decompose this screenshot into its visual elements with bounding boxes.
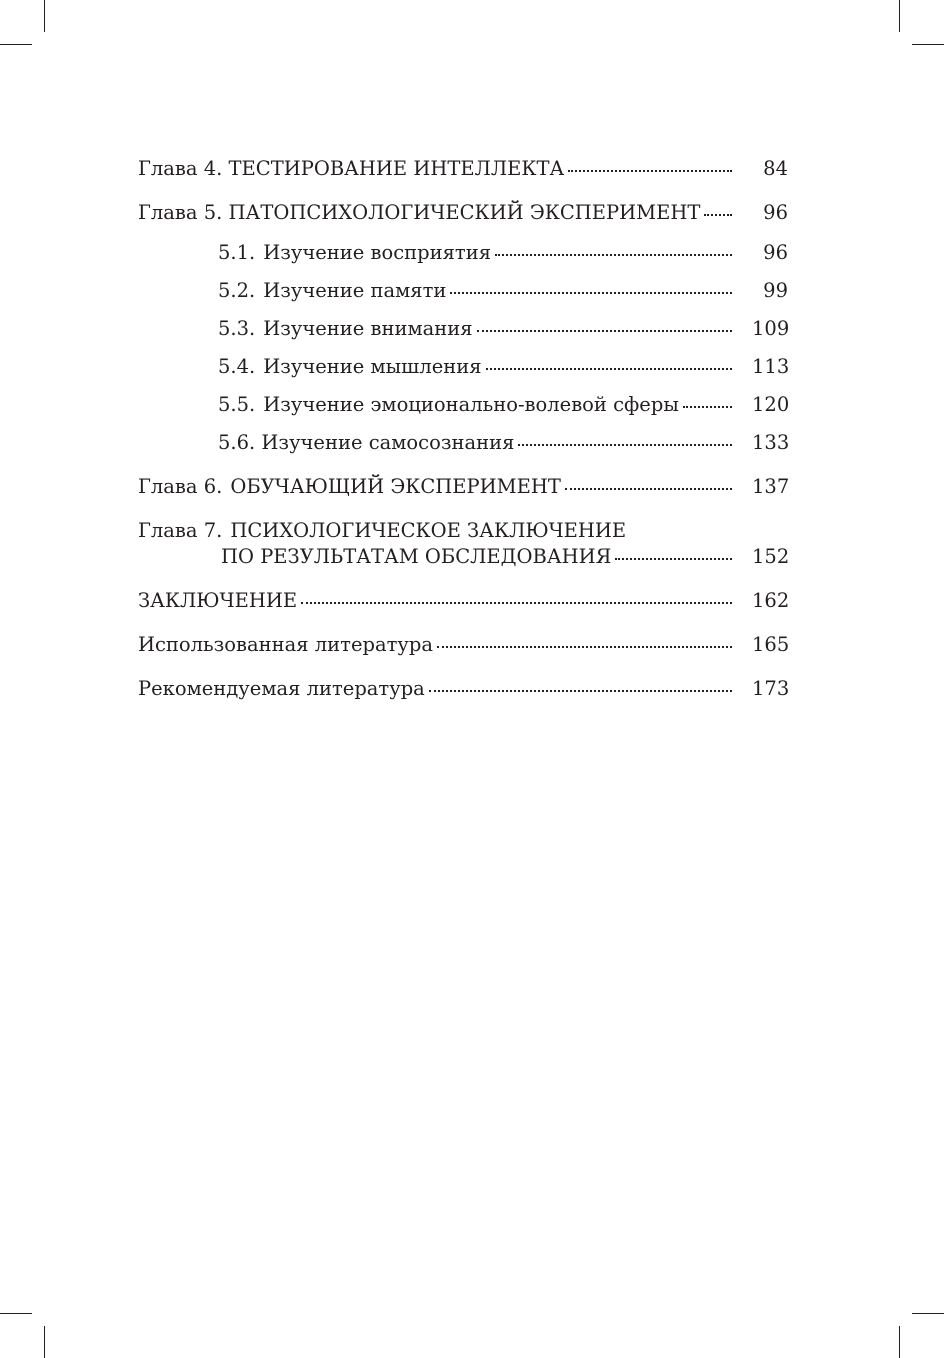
toc-entry-chapter-4[interactable]	[138, 156, 788, 182]
dot-leader	[429, 690, 732, 692]
dot-leader	[437, 646, 732, 648]
chapter-title: ТЕСТИРОВАНИЕ ИНТЕЛЛЕКТА	[228, 157, 565, 180]
section-number: 5.5.	[218, 393, 256, 416]
table-of-contents	[138, 156, 788, 702]
toc-entry-conclusion[interactable]	[138, 588, 788, 614]
toc-entry-title	[218, 278, 446, 304]
toc-entry-section-5-5[interactable]	[138, 392, 788, 418]
toc-entry-lead	[218, 240, 732, 266]
page-number: 96	[763, 201, 788, 224]
crop-mark-top-left-horizontal	[0, 44, 32, 45]
section-number: 5.2.	[218, 279, 256, 302]
toc-entry-title	[138, 156, 564, 182]
page-number: 120	[752, 393, 790, 416]
dot-leader	[704, 214, 732, 216]
section-title: Изучение самосознания	[261, 431, 515, 454]
chapter-title: ОБУЧАЮЩИЙ ЭКСПЕРИМЕНТ	[230, 475, 561, 498]
chapter-title: ПАТОПСИХОЛОГИЧЕСКИЙ ЭКСПЕРИМЕНТ	[228, 201, 701, 224]
chapter-title-line-1: ПСИХОЛОГИЧЕСКОЕ ЗАКЛЮЧЕНИЕ	[230, 519, 627, 542]
toc-entry-title	[218, 354, 482, 380]
page-number: 152	[752, 545, 790, 568]
toc-entry-chapter-6[interactable]	[138, 474, 788, 500]
page-number: 109	[752, 317, 790, 340]
section-title: Изучение эмоционально-волевой сферы	[263, 393, 679, 416]
toc-entry-lead	[221, 544, 732, 570]
section-title: Изучение восприятия	[263, 241, 492, 264]
page-number: 96	[763, 241, 788, 264]
crop-mark-top-right-vertical	[899, 0, 900, 32]
toc-entry-lead	[138, 588, 732, 614]
section-number: 5.3.	[218, 317, 256, 340]
toc-entry-title: Использованная литература	[138, 633, 433, 656]
toc-entry-lead	[138, 200, 732, 226]
chapter-7-second-line	[138, 544, 788, 570]
section-number: 5.4.	[218, 355, 256, 378]
dot-leader	[301, 602, 732, 604]
chapter-label: Глава 6.	[138, 475, 223, 498]
page-number: 173	[752, 677, 790, 700]
section-number: 5.1.	[218, 241, 256, 264]
toc-entry-title	[138, 474, 561, 500]
toc-entry-chapter-7[interactable]	[138, 518, 788, 570]
chapter-label: Глава 4.	[138, 157, 223, 180]
toc-entry-section-5-4[interactable]	[138, 354, 788, 380]
toc-entry-section-5-3[interactable]	[138, 316, 788, 342]
dot-leader	[615, 558, 732, 560]
dot-leader	[683, 406, 732, 408]
toc-entry-title: ЗАКЛЮЧЕНИЕ	[138, 589, 298, 612]
dot-leader	[568, 170, 732, 172]
section-number: 5.6.	[218, 431, 256, 454]
crop-mark-bottom-left-vertical	[44, 1326, 45, 1358]
toc-entry-title	[218, 240, 491, 266]
dot-leader	[450, 292, 732, 294]
chapter-label: Глава 7.	[138, 519, 223, 542]
toc-entry-lead	[218, 430, 732, 456]
toc-entry-lead	[138, 676, 732, 702]
chapter-label: Глава 5.	[138, 201, 223, 224]
toc-entry-section-5-6[interactable]	[138, 430, 788, 456]
page-number: 137	[752, 475, 790, 498]
toc-entry-lead	[138, 474, 732, 500]
chapter-title-line-2: ПО РЕЗУЛЬТАТАМ ОБСЛЕДОВАНИЯ	[221, 545, 612, 568]
crop-mark-bottom-left-horizontal	[0, 1313, 32, 1314]
dot-leader	[477, 330, 732, 332]
page-number: 99	[763, 279, 788, 302]
dot-leader	[565, 488, 732, 490]
toc-entry-lead	[218, 354, 732, 380]
crop-mark-top-left-vertical	[44, 0, 45, 32]
toc-entry-chapter-5[interactable]	[138, 200, 788, 226]
toc-entry-title	[138, 200, 700, 226]
toc-entry-title	[218, 392, 679, 418]
crop-mark-bottom-right-horizontal	[912, 1313, 944, 1314]
toc-entry-lead	[218, 278, 732, 304]
section-title: Изучение внимания	[263, 317, 473, 340]
toc-entry-title: Рекомендуемая литература	[138, 677, 425, 700]
toc-entry-title	[218, 430, 514, 456]
dot-leader	[518, 444, 732, 446]
toc-entry-section-5-2[interactable]	[138, 278, 788, 304]
toc-entry-lead	[218, 392, 732, 418]
page-number: 113	[752, 355, 790, 378]
crop-mark-top-right-horizontal	[912, 44, 944, 45]
page-number: 133	[752, 431, 790, 454]
chapter-7-first-line	[138, 518, 788, 544]
section-title: Изучение памяти	[263, 279, 447, 302]
toc-entry-lead	[218, 316, 732, 342]
dot-leader	[495, 254, 732, 256]
toc-entry-section-5-1[interactable]	[138, 240, 788, 266]
page-number: 162	[752, 589, 790, 612]
crop-mark-bottom-right-vertical	[899, 1326, 900, 1358]
toc-entry-lead	[138, 156, 732, 182]
page-number: 165	[752, 633, 790, 656]
toc-entry-used-literature[interactable]	[138, 632, 788, 658]
toc-entry-recommended-literature[interactable]	[138, 676, 788, 702]
dot-leader	[486, 368, 732, 370]
page-number: 84	[763, 157, 788, 180]
section-title: Изучение мышления	[263, 355, 482, 378]
toc-entry-lead	[138, 632, 732, 658]
toc-entry-title	[218, 316, 473, 342]
